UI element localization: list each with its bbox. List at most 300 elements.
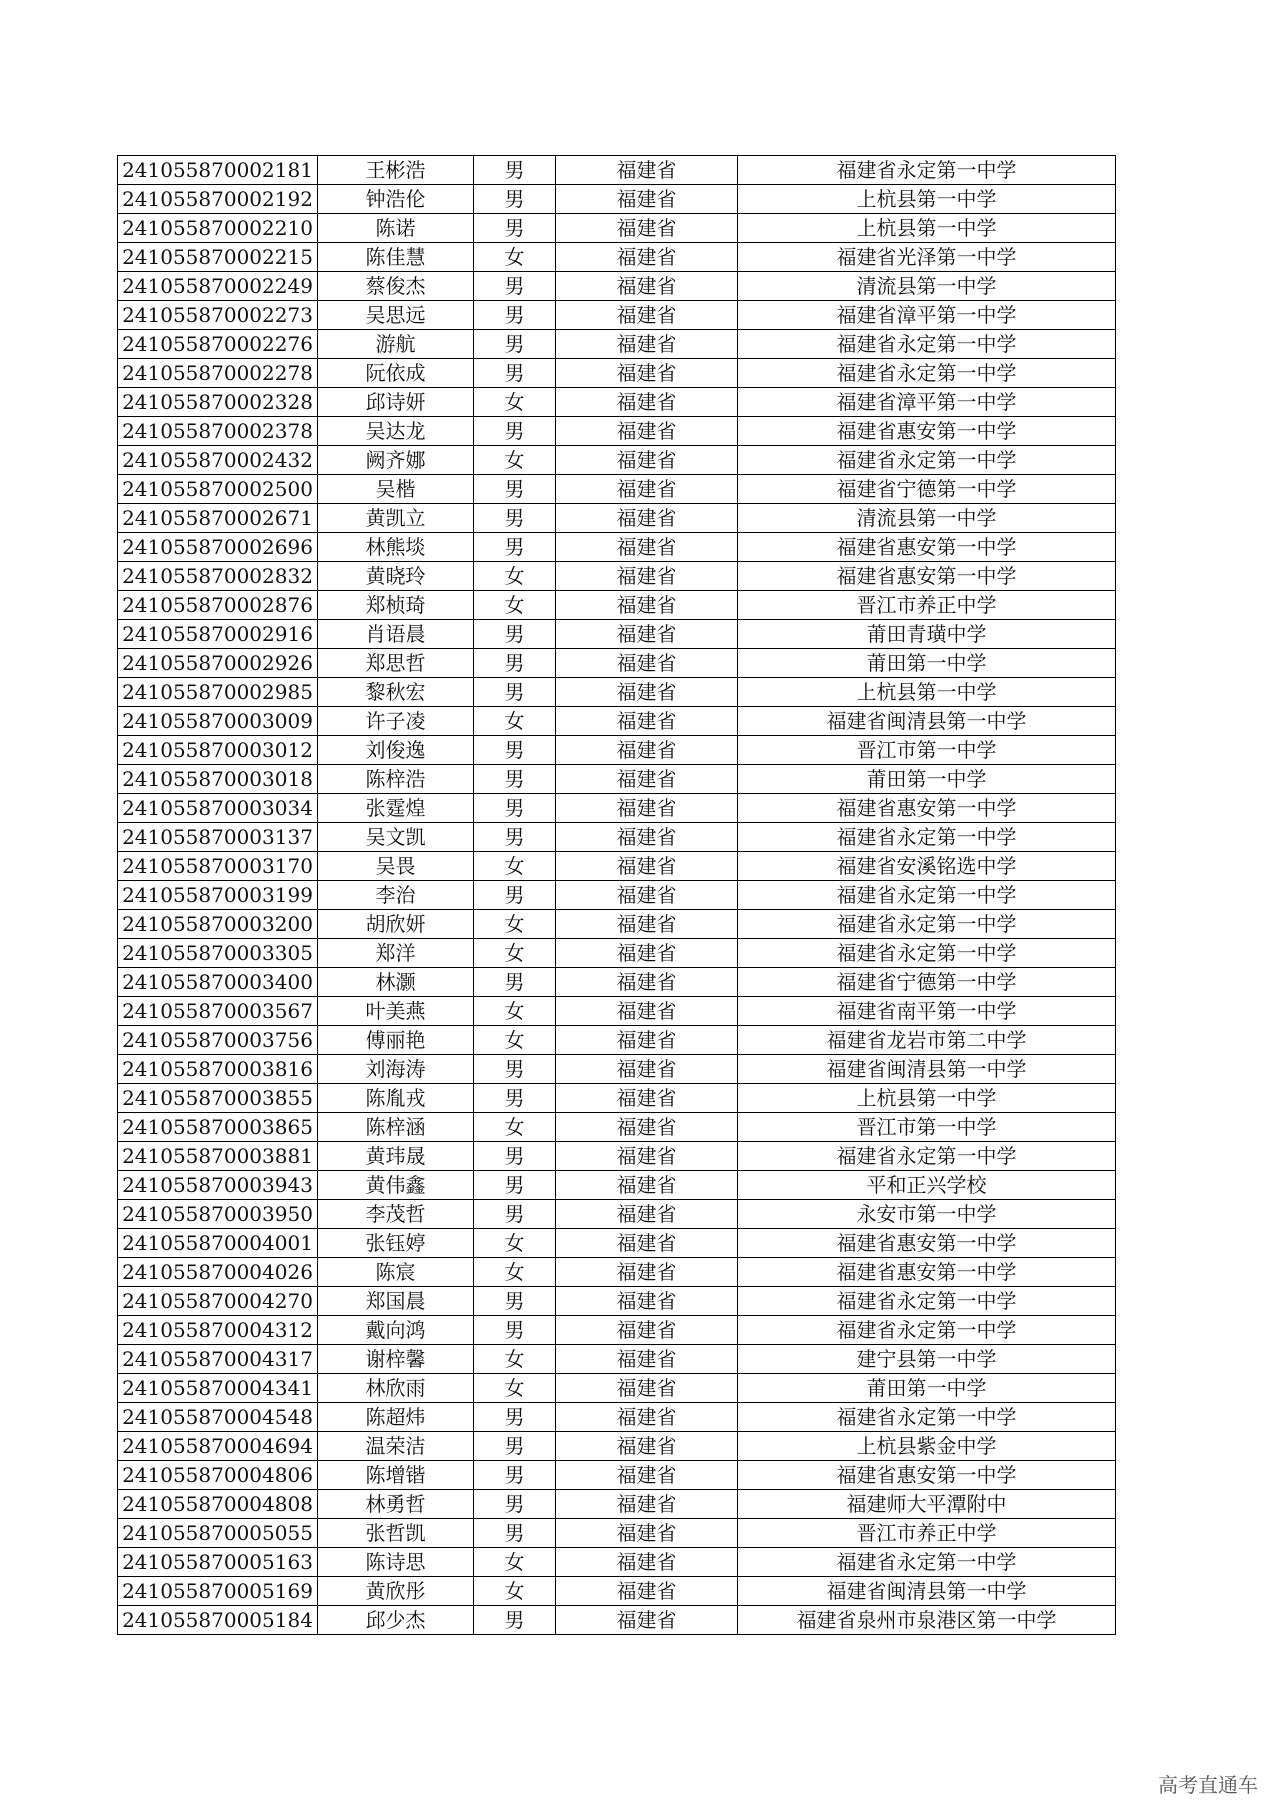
school-cell: 永安市第一中学	[738, 1200, 1116, 1229]
student-name-cell: 王彬浩	[318, 156, 474, 185]
candidate-id-cell: 241055870002210	[118, 214, 318, 243]
school-cell: 清流县第一中学	[738, 272, 1116, 301]
table-row	[118, 1577, 1116, 1606]
table-row	[118, 939, 1116, 968]
candidate-id-cell: 241055870002276	[118, 330, 318, 359]
gender-cell: 男	[474, 1316, 556, 1345]
table-row	[118, 620, 1116, 649]
province-cell: 福建省	[556, 678, 738, 707]
school-cell: 福建省闽清县第一中学	[738, 1577, 1116, 1606]
table-row	[118, 1055, 1116, 1084]
table-row	[118, 852, 1116, 881]
candidate-id-cell: 241055870002181	[118, 156, 318, 185]
province-cell: 福建省	[556, 243, 738, 272]
table-row	[118, 1287, 1116, 1316]
gender-cell: 男	[474, 185, 556, 214]
gender-cell: 男	[474, 504, 556, 533]
school-cell: 上杭县第一中学	[738, 185, 1116, 214]
student-name-cell: 刘海涛	[318, 1055, 474, 1084]
province-cell: 福建省	[556, 707, 738, 736]
candidate-id-cell: 241055870004270	[118, 1287, 318, 1316]
table-row	[118, 794, 1116, 823]
table-row	[118, 1258, 1116, 1287]
student-name-cell: 张哲凯	[318, 1519, 474, 1548]
table-row	[118, 1113, 1116, 1142]
province-cell: 福建省	[556, 620, 738, 649]
school-cell: 福建省永定第一中学	[738, 330, 1116, 359]
candidate-id-cell: 241055870002985	[118, 678, 318, 707]
student-name-cell: 张钰婷	[318, 1229, 474, 1258]
school-cell: 福建省龙岩市第二中学	[738, 1026, 1116, 1055]
student-name-cell: 黎秋宏	[318, 678, 474, 707]
school-cell: 福建省永定第一中学	[738, 359, 1116, 388]
candidate-id-cell: 241055870002432	[118, 446, 318, 475]
province-cell: 福建省	[556, 910, 738, 939]
candidate-id-cell: 241055870003009	[118, 707, 318, 736]
candidate-id-cell: 241055870003018	[118, 765, 318, 794]
candidate-id-cell: 241055870004694	[118, 1432, 318, 1461]
candidate-id-cell: 241055870003943	[118, 1171, 318, 1200]
table-row	[118, 1200, 1116, 1229]
province-cell: 福建省	[556, 156, 738, 185]
school-cell: 晋江市养正中学	[738, 1519, 1116, 1548]
school-cell: 福建省永定第一中学	[738, 1287, 1116, 1316]
candidate-id-cell: 241055870005163	[118, 1548, 318, 1577]
table-row	[118, 1316, 1116, 1345]
candidate-id-cell: 241055870002273	[118, 301, 318, 330]
gender-cell: 男	[474, 475, 556, 504]
province-cell: 福建省	[556, 1258, 738, 1287]
school-cell: 福建省永定第一中学	[738, 1403, 1116, 1432]
gender-cell: 男	[474, 156, 556, 185]
student-name-cell: 谢梓馨	[318, 1345, 474, 1374]
school-cell: 福建省永定第一中学	[738, 1142, 1116, 1171]
province-cell: 福建省	[556, 1548, 738, 1577]
candidate-id-cell: 241055870003865	[118, 1113, 318, 1142]
province-cell: 福建省	[556, 1519, 738, 1548]
student-name-cell: 郑思哲	[318, 649, 474, 678]
table-row	[118, 475, 1116, 504]
province-cell: 福建省	[556, 1403, 738, 1432]
gender-cell: 女	[474, 1548, 556, 1577]
roster-sheet	[117, 155, 1116, 1635]
table-row	[118, 1171, 1116, 1200]
student-name-cell: 吴文凯	[318, 823, 474, 852]
student-name-cell: 戴向鸿	[318, 1316, 474, 1345]
school-cell: 福建省闽清县第一中学	[738, 707, 1116, 736]
candidate-id-cell: 241055870003950	[118, 1200, 318, 1229]
school-cell: 福建省永定第一中学	[738, 1316, 1116, 1345]
candidate-id-cell: 241055870002249	[118, 272, 318, 301]
candidate-id-cell: 241055870003400	[118, 968, 318, 997]
table-row	[118, 156, 1116, 185]
table-row	[118, 214, 1116, 243]
school-cell: 福建省惠安第一中学	[738, 417, 1116, 446]
table-row	[118, 1026, 1116, 1055]
candidate-id-cell: 241055870003199	[118, 881, 318, 910]
province-cell: 福建省	[556, 997, 738, 1026]
student-name-cell: 邱少杰	[318, 1606, 474, 1635]
table-row	[118, 997, 1116, 1026]
province-cell: 福建省	[556, 1026, 738, 1055]
table-row	[118, 1461, 1116, 1490]
candidate-id-cell: 241055870003756	[118, 1026, 318, 1055]
table-row	[118, 301, 1116, 330]
gender-cell: 男	[474, 1055, 556, 1084]
candidate-id-cell: 241055870002926	[118, 649, 318, 678]
student-name-cell: 黄晓玲	[318, 562, 474, 591]
province-cell: 福建省	[556, 359, 738, 388]
school-cell: 上杭县第一中学	[738, 214, 1116, 243]
table-row	[118, 446, 1116, 475]
candidate-id-cell: 241055870003305	[118, 939, 318, 968]
gender-cell: 男	[474, 1490, 556, 1519]
table-row	[118, 533, 1116, 562]
school-cell: 福建省宁德第一中学	[738, 475, 1116, 504]
candidate-id-cell: 241055870002696	[118, 533, 318, 562]
table-row	[118, 243, 1116, 272]
province-cell: 福建省	[556, 1374, 738, 1403]
table-row	[118, 910, 1116, 939]
gender-cell: 女	[474, 997, 556, 1026]
student-name-cell: 陈佳慧	[318, 243, 474, 272]
table-row	[118, 562, 1116, 591]
gender-cell: 女	[474, 562, 556, 591]
school-cell: 福建省惠安第一中学	[738, 1229, 1116, 1258]
gender-cell: 男	[474, 1606, 556, 1635]
school-cell: 福建省永定第一中学	[738, 156, 1116, 185]
school-cell: 清流县第一中学	[738, 504, 1116, 533]
student-name-cell: 蔡俊杰	[318, 272, 474, 301]
watermark-text: 高考直通车	[1158, 1773, 1258, 1797]
table-row	[118, 1490, 1116, 1519]
student-name-cell: 黄凯立	[318, 504, 474, 533]
student-name-cell: 钟浩伦	[318, 185, 474, 214]
school-cell: 福建省泉州市泉港区第一中学	[738, 1606, 1116, 1635]
student-name-cell: 郑国晨	[318, 1287, 474, 1316]
candidate-id-cell: 241055870004312	[118, 1316, 318, 1345]
candidate-id-cell: 241055870004806	[118, 1461, 318, 1490]
province-cell: 福建省	[556, 1432, 738, 1461]
gender-cell: 男	[474, 794, 556, 823]
gender-cell: 男	[474, 881, 556, 910]
student-name-cell: 李治	[318, 881, 474, 910]
gender-cell: 女	[474, 1229, 556, 1258]
student-name-cell: 黄欣彤	[318, 1577, 474, 1606]
province-cell: 福建省	[556, 823, 738, 852]
table-row	[118, 359, 1116, 388]
gender-cell: 男	[474, 1432, 556, 1461]
student-name-cell: 郑桢琦	[318, 591, 474, 620]
student-name-cell: 陈梓浩	[318, 765, 474, 794]
gender-cell: 男	[474, 1519, 556, 1548]
school-cell: 福建省永定第一中学	[738, 939, 1116, 968]
student-name-cell: 黄玮晟	[318, 1142, 474, 1171]
candidate-id-cell: 241055870002832	[118, 562, 318, 591]
school-cell: 福建省南平第一中学	[738, 997, 1116, 1026]
school-cell: 福建省惠安第一中学	[738, 562, 1116, 591]
gender-cell: 女	[474, 1374, 556, 1403]
student-roster-table	[117, 155, 1116, 1635]
student-name-cell: 阮依成	[318, 359, 474, 388]
student-name-cell: 郑洋	[318, 939, 474, 968]
student-name-cell: 陈诗思	[318, 1548, 474, 1577]
candidate-id-cell: 241055870005055	[118, 1519, 318, 1548]
student-name-cell: 吴楷	[318, 475, 474, 504]
gender-cell: 女	[474, 446, 556, 475]
school-cell: 莆田第一中学	[738, 649, 1116, 678]
school-cell: 福建省惠安第一中学	[738, 1258, 1116, 1287]
school-cell: 莆田青璜中学	[738, 620, 1116, 649]
table-row	[118, 736, 1116, 765]
province-cell: 福建省	[556, 533, 738, 562]
gender-cell: 女	[474, 388, 556, 417]
student-name-cell: 张霆煌	[318, 794, 474, 823]
candidate-id-cell: 241055870002876	[118, 591, 318, 620]
student-name-cell: 叶美燕	[318, 997, 474, 1026]
student-name-cell: 吴畏	[318, 852, 474, 881]
province-cell: 福建省	[556, 1606, 738, 1635]
province-cell: 福建省	[556, 765, 738, 794]
gender-cell: 女	[474, 1026, 556, 1055]
school-cell: 福建省永定第一中学	[738, 1548, 1116, 1577]
gender-cell: 男	[474, 968, 556, 997]
candidate-id-cell: 241055870002378	[118, 417, 318, 446]
school-cell: 福建省惠安第一中学	[738, 533, 1116, 562]
gender-cell: 男	[474, 1171, 556, 1200]
candidate-id-cell: 241055870004001	[118, 1229, 318, 1258]
student-name-cell: 游航	[318, 330, 474, 359]
province-cell: 福建省	[556, 1055, 738, 1084]
candidate-id-cell: 241055870002671	[118, 504, 318, 533]
gender-cell: 女	[474, 591, 556, 620]
candidate-id-cell: 241055870004317	[118, 1345, 318, 1374]
school-cell: 福建省闽清县第一中学	[738, 1055, 1116, 1084]
province-cell: 福建省	[556, 591, 738, 620]
candidate-id-cell: 241055870003816	[118, 1055, 318, 1084]
student-name-cell: 陈宸	[318, 1258, 474, 1287]
school-cell: 福建省漳平第一中学	[738, 301, 1116, 330]
gender-cell: 女	[474, 707, 556, 736]
province-cell: 福建省	[556, 881, 738, 910]
gender-cell: 男	[474, 1200, 556, 1229]
gender-cell: 男	[474, 214, 556, 243]
gender-cell: 男	[474, 1142, 556, 1171]
school-cell: 福建省宁德第一中学	[738, 968, 1116, 997]
table-row	[118, 504, 1116, 533]
school-cell: 上杭县紫金中学	[738, 1432, 1116, 1461]
school-cell: 福建省漳平第一中学	[738, 388, 1116, 417]
gender-cell: 男	[474, 1461, 556, 1490]
student-name-cell: 傅丽艳	[318, 1026, 474, 1055]
province-cell: 福建省	[556, 968, 738, 997]
province-cell: 福建省	[556, 185, 738, 214]
student-name-cell: 吴达龙	[318, 417, 474, 446]
school-cell: 福建省永定第一中学	[738, 881, 1116, 910]
candidate-id-cell: 241055870003200	[118, 910, 318, 939]
province-cell: 福建省	[556, 852, 738, 881]
gender-cell: 男	[474, 330, 556, 359]
province-cell: 福建省	[556, 1171, 738, 1200]
gender-cell: 男	[474, 1287, 556, 1316]
table-row	[118, 765, 1116, 794]
table-row	[118, 1432, 1116, 1461]
roster-body	[118, 156, 1116, 1635]
gender-cell: 男	[474, 736, 556, 765]
student-name-cell: 林勇哲	[318, 1490, 474, 1519]
student-name-cell: 邱诗妍	[318, 388, 474, 417]
candidate-id-cell: 241055870002328	[118, 388, 318, 417]
candidate-id-cell: 241055870004548	[118, 1403, 318, 1432]
school-cell: 上杭县第一中学	[738, 678, 1116, 707]
gender-cell: 女	[474, 1258, 556, 1287]
table-row	[118, 1229, 1116, 1258]
candidate-id-cell: 241055870002215	[118, 243, 318, 272]
gender-cell: 女	[474, 243, 556, 272]
candidate-id-cell: 241055870004026	[118, 1258, 318, 1287]
school-cell: 莆田第一中学	[738, 765, 1116, 794]
province-cell: 福建省	[556, 1142, 738, 1171]
province-cell: 福建省	[556, 1345, 738, 1374]
table-row	[118, 1345, 1116, 1374]
candidate-id-cell: 241055870005184	[118, 1606, 318, 1635]
student-name-cell: 李茂哲	[318, 1200, 474, 1229]
candidate-id-cell: 241055870003567	[118, 997, 318, 1026]
province-cell: 福建省	[556, 330, 738, 359]
candidate-id-cell: 241055870003034	[118, 794, 318, 823]
gender-cell: 男	[474, 678, 556, 707]
province-cell: 福建省	[556, 1084, 738, 1113]
student-name-cell: 黄伟鑫	[318, 1171, 474, 1200]
candidate-id-cell: 241055870002192	[118, 185, 318, 214]
candidate-id-cell: 241055870002278	[118, 359, 318, 388]
table-row	[118, 1606, 1116, 1635]
gender-cell: 女	[474, 1113, 556, 1142]
student-name-cell: 温荣洁	[318, 1432, 474, 1461]
province-cell: 福建省	[556, 794, 738, 823]
gender-cell: 女	[474, 1577, 556, 1606]
province-cell: 福建省	[556, 649, 738, 678]
candidate-id-cell: 241055870004341	[118, 1374, 318, 1403]
gender-cell: 男	[474, 272, 556, 301]
table-row	[118, 591, 1116, 620]
province-cell: 福建省	[556, 214, 738, 243]
table-row	[118, 1403, 1116, 1432]
table-row	[118, 185, 1116, 214]
table-row	[118, 678, 1116, 707]
candidate-id-cell: 241055870003012	[118, 736, 318, 765]
table-row	[118, 707, 1116, 736]
student-name-cell: 阙齐娜	[318, 446, 474, 475]
table-row	[118, 417, 1116, 446]
gender-cell: 男	[474, 301, 556, 330]
gender-cell: 男	[474, 823, 556, 852]
school-cell: 晋江市第一中学	[738, 736, 1116, 765]
student-name-cell: 陈诺	[318, 214, 474, 243]
gender-cell: 女	[474, 852, 556, 881]
province-cell: 福建省	[556, 272, 738, 301]
table-row	[118, 1374, 1116, 1403]
school-cell: 福建师大平潭附中	[738, 1490, 1116, 1519]
student-name-cell: 肖语晨	[318, 620, 474, 649]
student-name-cell: 林欣雨	[318, 1374, 474, 1403]
province-cell: 福建省	[556, 1200, 738, 1229]
table-row	[118, 1142, 1116, 1171]
gender-cell: 男	[474, 417, 556, 446]
school-cell: 福建省永定第一中学	[738, 446, 1116, 475]
table-row	[118, 388, 1116, 417]
province-cell: 福建省	[556, 504, 738, 533]
province-cell: 福建省	[556, 417, 738, 446]
table-row	[118, 1084, 1116, 1113]
student-name-cell: 陈梓涵	[318, 1113, 474, 1142]
gender-cell: 男	[474, 765, 556, 794]
school-cell: 晋江市养正中学	[738, 591, 1116, 620]
table-row	[118, 1548, 1116, 1577]
student-name-cell: 胡欣妍	[318, 910, 474, 939]
province-cell: 福建省	[556, 939, 738, 968]
table-row	[118, 272, 1116, 301]
gender-cell: 男	[474, 649, 556, 678]
candidate-id-cell: 241055870003855	[118, 1084, 318, 1113]
candidate-id-cell: 241055870003881	[118, 1142, 318, 1171]
province-cell: 福建省	[556, 1229, 738, 1258]
student-name-cell: 吴思远	[318, 301, 474, 330]
table-row	[118, 330, 1116, 359]
school-cell: 福建省惠安第一中学	[738, 1461, 1116, 1490]
province-cell: 福建省	[556, 1461, 738, 1490]
school-cell: 福建省惠安第一中学	[738, 794, 1116, 823]
table-row	[118, 968, 1116, 997]
student-name-cell: 许子凌	[318, 707, 474, 736]
province-cell: 福建省	[556, 1113, 738, 1142]
province-cell: 福建省	[556, 446, 738, 475]
province-cell: 福建省	[556, 736, 738, 765]
gender-cell: 男	[474, 1084, 556, 1113]
gender-cell: 女	[474, 1345, 556, 1374]
candidate-id-cell: 241055870002500	[118, 475, 318, 504]
gender-cell: 男	[474, 1403, 556, 1432]
table-row	[118, 823, 1116, 852]
table-row	[118, 649, 1116, 678]
gender-cell: 女	[474, 939, 556, 968]
school-cell: 平和正兴学校	[738, 1171, 1116, 1200]
province-cell: 福建省	[556, 1287, 738, 1316]
school-cell: 上杭县第一中学	[738, 1084, 1116, 1113]
candidate-id-cell: 241055870005169	[118, 1577, 318, 1606]
candidate-id-cell: 241055870004808	[118, 1490, 318, 1519]
candidate-id-cell: 241055870002916	[118, 620, 318, 649]
student-name-cell: 陈增锴	[318, 1461, 474, 1490]
school-cell: 福建省光泽第一中学	[738, 243, 1116, 272]
province-cell: 福建省	[556, 301, 738, 330]
gender-cell: 男	[474, 620, 556, 649]
province-cell: 福建省	[556, 1577, 738, 1606]
table-row	[118, 881, 1116, 910]
student-name-cell: 陈胤戎	[318, 1084, 474, 1113]
school-cell: 福建省永定第一中学	[738, 823, 1116, 852]
gender-cell: 男	[474, 533, 556, 562]
school-cell: 晋江市第一中学	[738, 1113, 1116, 1142]
province-cell: 福建省	[556, 388, 738, 417]
province-cell: 福建省	[556, 1316, 738, 1345]
student-name-cell: 陈超炜	[318, 1403, 474, 1432]
school-cell: 福建省安溪铭选中学	[738, 852, 1116, 881]
province-cell: 福建省	[556, 562, 738, 591]
school-cell: 建宁县第一中学	[738, 1345, 1116, 1374]
candidate-id-cell: 241055870003137	[118, 823, 318, 852]
province-cell: 福建省	[556, 475, 738, 504]
